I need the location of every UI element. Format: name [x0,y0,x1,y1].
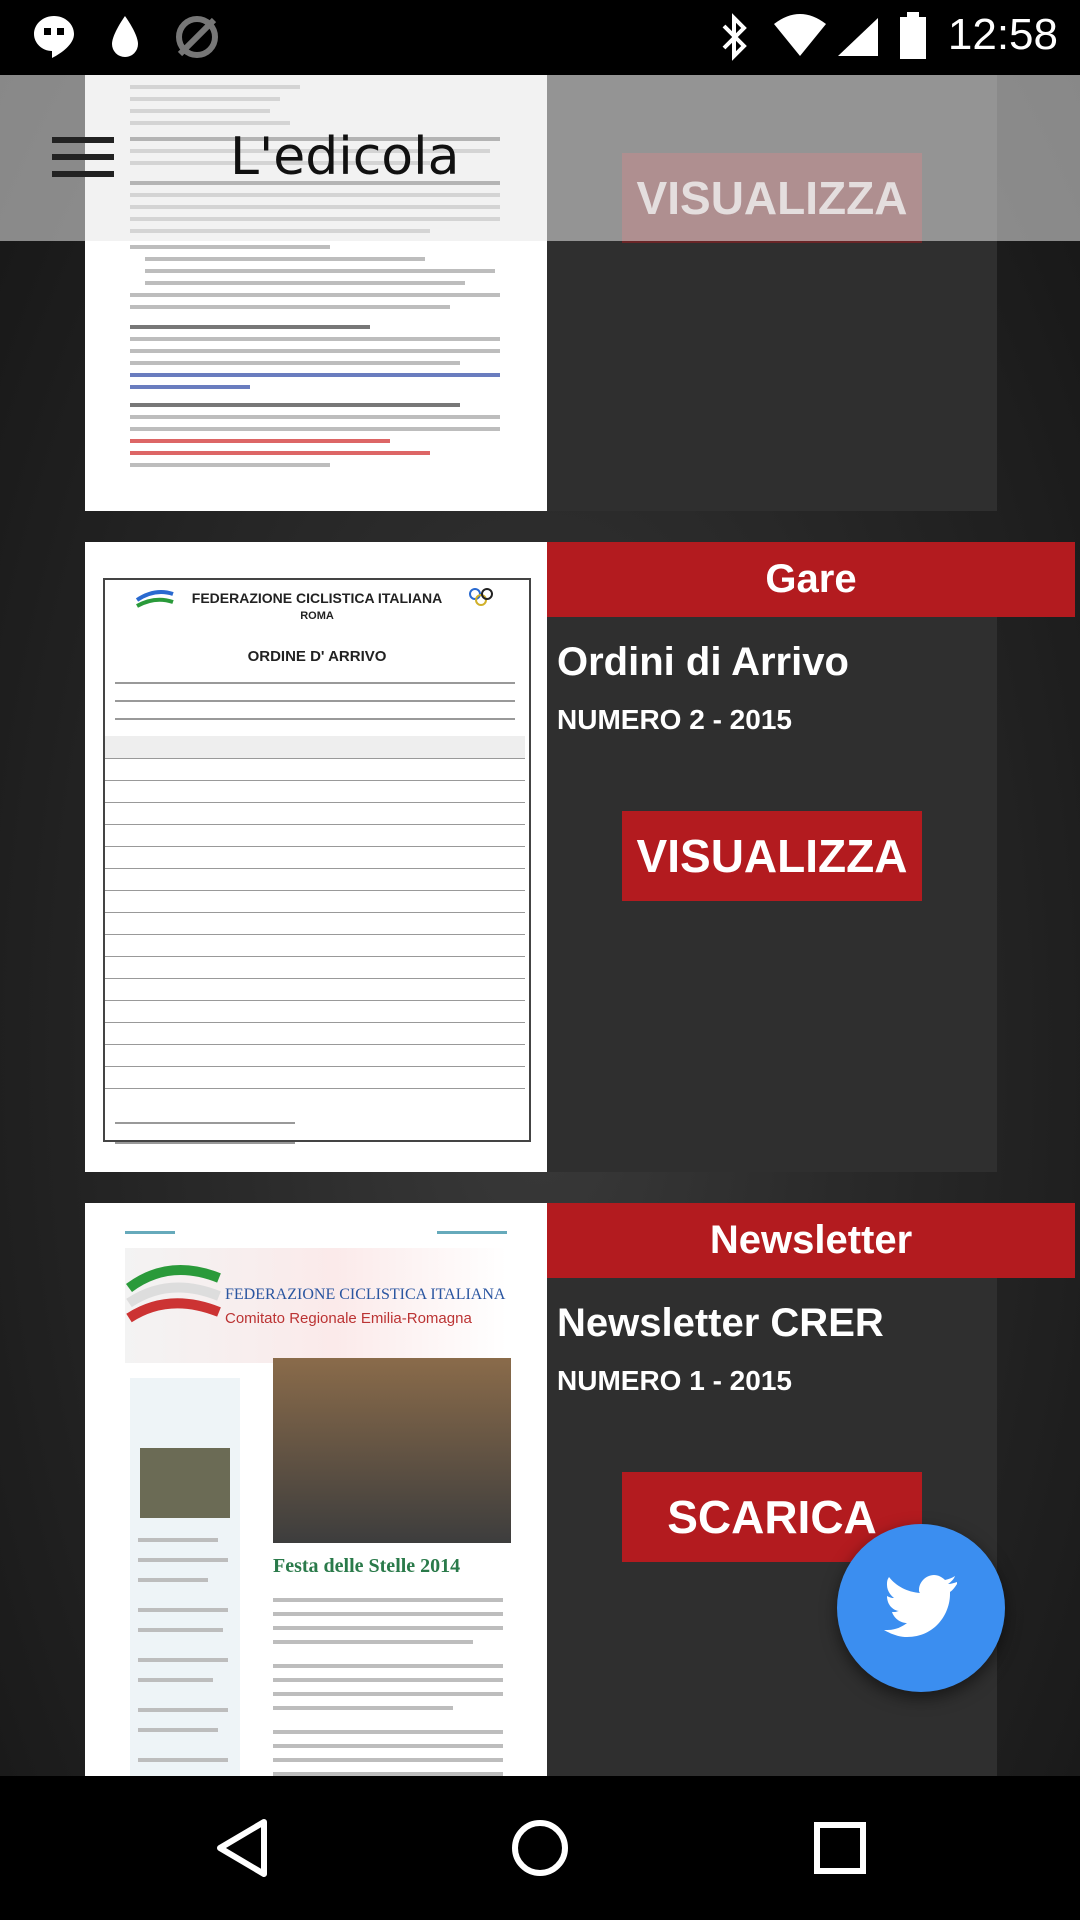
clock: 12:58 [947,10,1058,59]
twitter-button[interactable] [837,1524,1005,1692]
hangouts-icon [30,12,78,60]
issue-cover-thumbnail[interactable] [85,542,547,1172]
hamburger-menu-icon[interactable] [52,137,114,181]
newsstand-list[interactable] [0,75,1080,1775]
app-bar [0,75,1080,241]
bluetooth-icon [720,14,750,60]
download-button[interactable]: SCARICA [622,1472,922,1562]
status-bar [0,0,1080,75]
newsletter-header-subtitle: Comitato Regionale Emilia-Romagna [225,1310,472,1327]
view-button[interactable]: VISUALIZZA [622,811,922,901]
category-banner: Newsletter [547,1203,1075,1278]
document-preview [85,542,547,1172]
recents-icon[interactable] [808,1816,872,1880]
app-title: L'edicola [230,127,460,187]
home-icon[interactable] [508,1816,572,1880]
issue-card[interactable] [85,542,997,1172]
issue-number: NUMERO 1 - 2015 [557,1365,792,1396]
form-header: FEDERAZIONE CICLISTICA ITALIANA [191,590,443,606]
newsletter-header [125,1248,507,1363]
fci-logo-icon [129,1258,219,1328]
category-banner: Gare [547,542,1075,617]
form-subheader: ROMA [300,610,334,622]
battery-icon [898,12,928,60]
issue-title: Ordini di Arrivo [557,640,849,684]
form-doc-title: ORDINE D' ARRIVO [247,648,387,665]
document-preview [85,1203,547,1803]
back-icon[interactable] [210,1816,274,1880]
twitter-icon [883,1574,959,1638]
coni-logo-icon [465,584,515,614]
wifi-icon [772,14,828,58]
signal-icon [836,16,880,58]
navigation-bar [0,1776,1080,1920]
newsletter-header-title: FEDERAZIONE CICLISTICA ITALIANA [225,1286,506,1303]
drop-icon [110,14,140,60]
issue-number: NUMERO 2 - 2015 [557,704,792,735]
issue-card[interactable] [85,1203,997,1803]
newsletter-article-title: Festa delle Stelle 2014 [273,1555,461,1577]
issue-title: Newsletter CRER [557,1301,884,1345]
newsletter-photo [273,1358,511,1543]
issue-cover-thumbnail[interactable] [85,1203,547,1803]
sync-off-icon [172,12,222,62]
